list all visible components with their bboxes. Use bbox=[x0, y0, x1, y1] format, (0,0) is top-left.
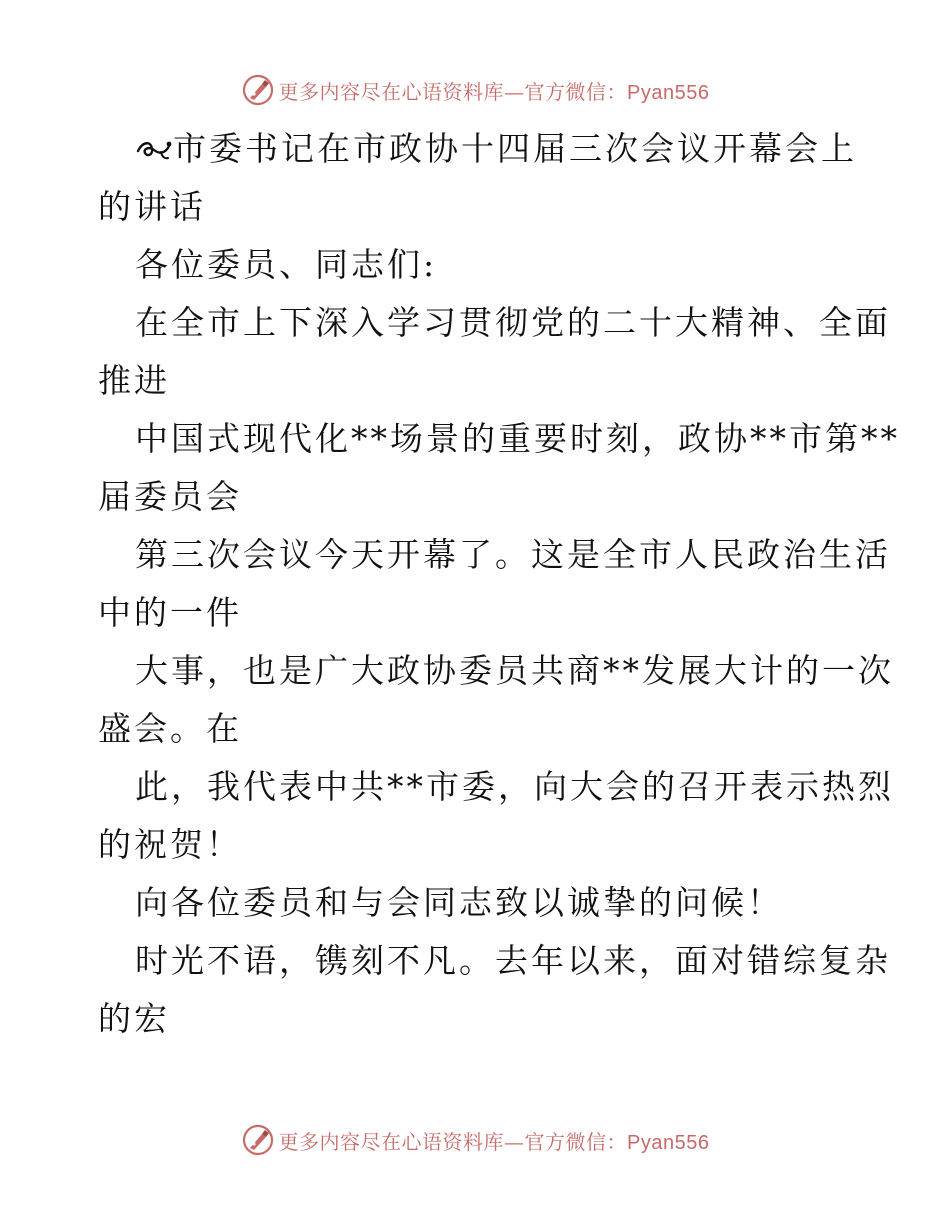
text-line: 向各位委员和与会同志致以诚挚的问候！ bbox=[135, 883, 783, 922]
document-title-line-1 bbox=[98, 120, 858, 178]
banner-text bbox=[279, 76, 710, 105]
pen-nib-logo-icon bbox=[241, 73, 275, 107]
text-line: 盛会。在 bbox=[98, 709, 242, 748]
banner-main-text: 更多内容尽在心语资料库 bbox=[278, 79, 505, 104]
banner-dash: — bbox=[504, 1129, 525, 1154]
text-line: 届委员会 bbox=[98, 477, 242, 516]
text-line: 此，我代表中共**市委，向大会的召开表示热烈 bbox=[135, 767, 894, 806]
banner-main-text: 更多内容尽在心语资料库 bbox=[278, 1129, 505, 1154]
flourish-ornament-icon bbox=[135, 133, 173, 163]
document-title-line-2: 的讲话 bbox=[98, 187, 206, 226]
text-line: 第三次会议今天开幕了。这是全市人民政治生活 bbox=[135, 535, 891, 574]
text-line: 各位委员、同志们: bbox=[135, 245, 438, 284]
text-line: 的宏 bbox=[98, 999, 170, 1038]
document-title-text-1: 市委书记在市政协十四届三次会议开幕会上 bbox=[173, 129, 857, 168]
paragraph-lines bbox=[98, 236, 900, 1048]
text-line: 大事，也是广大政协委员共商**发展大计的一次 bbox=[135, 651, 894, 690]
text-line: 时光不语，镌刻不凡。去年以来，面对错综复杂 bbox=[135, 941, 891, 980]
footer-watermark-banner bbox=[0, 1120, 950, 1160]
header-watermark-banner bbox=[0, 70, 950, 110]
banner-wechat-text: 官方微信：Pyan556 bbox=[524, 81, 710, 104]
document-body bbox=[98, 120, 900, 1048]
text-line: 中国式现代化**场景的重要时刻，政协**市第** bbox=[135, 419, 900, 458]
text-line: 推进 bbox=[98, 361, 170, 400]
text-line: 的祝贺！ bbox=[98, 825, 242, 864]
banner-dash: — bbox=[504, 79, 525, 104]
text-line: 在全市上下深入学习贯彻党的二十大精神、全面 bbox=[135, 303, 891, 342]
text-line: 中的一件 bbox=[98, 593, 242, 632]
pen-nib-logo-icon bbox=[241, 1123, 275, 1157]
banner-wechat-text: 官方微信：Pyan556 bbox=[524, 1131, 710, 1154]
banner-text bbox=[279, 1126, 710, 1155]
